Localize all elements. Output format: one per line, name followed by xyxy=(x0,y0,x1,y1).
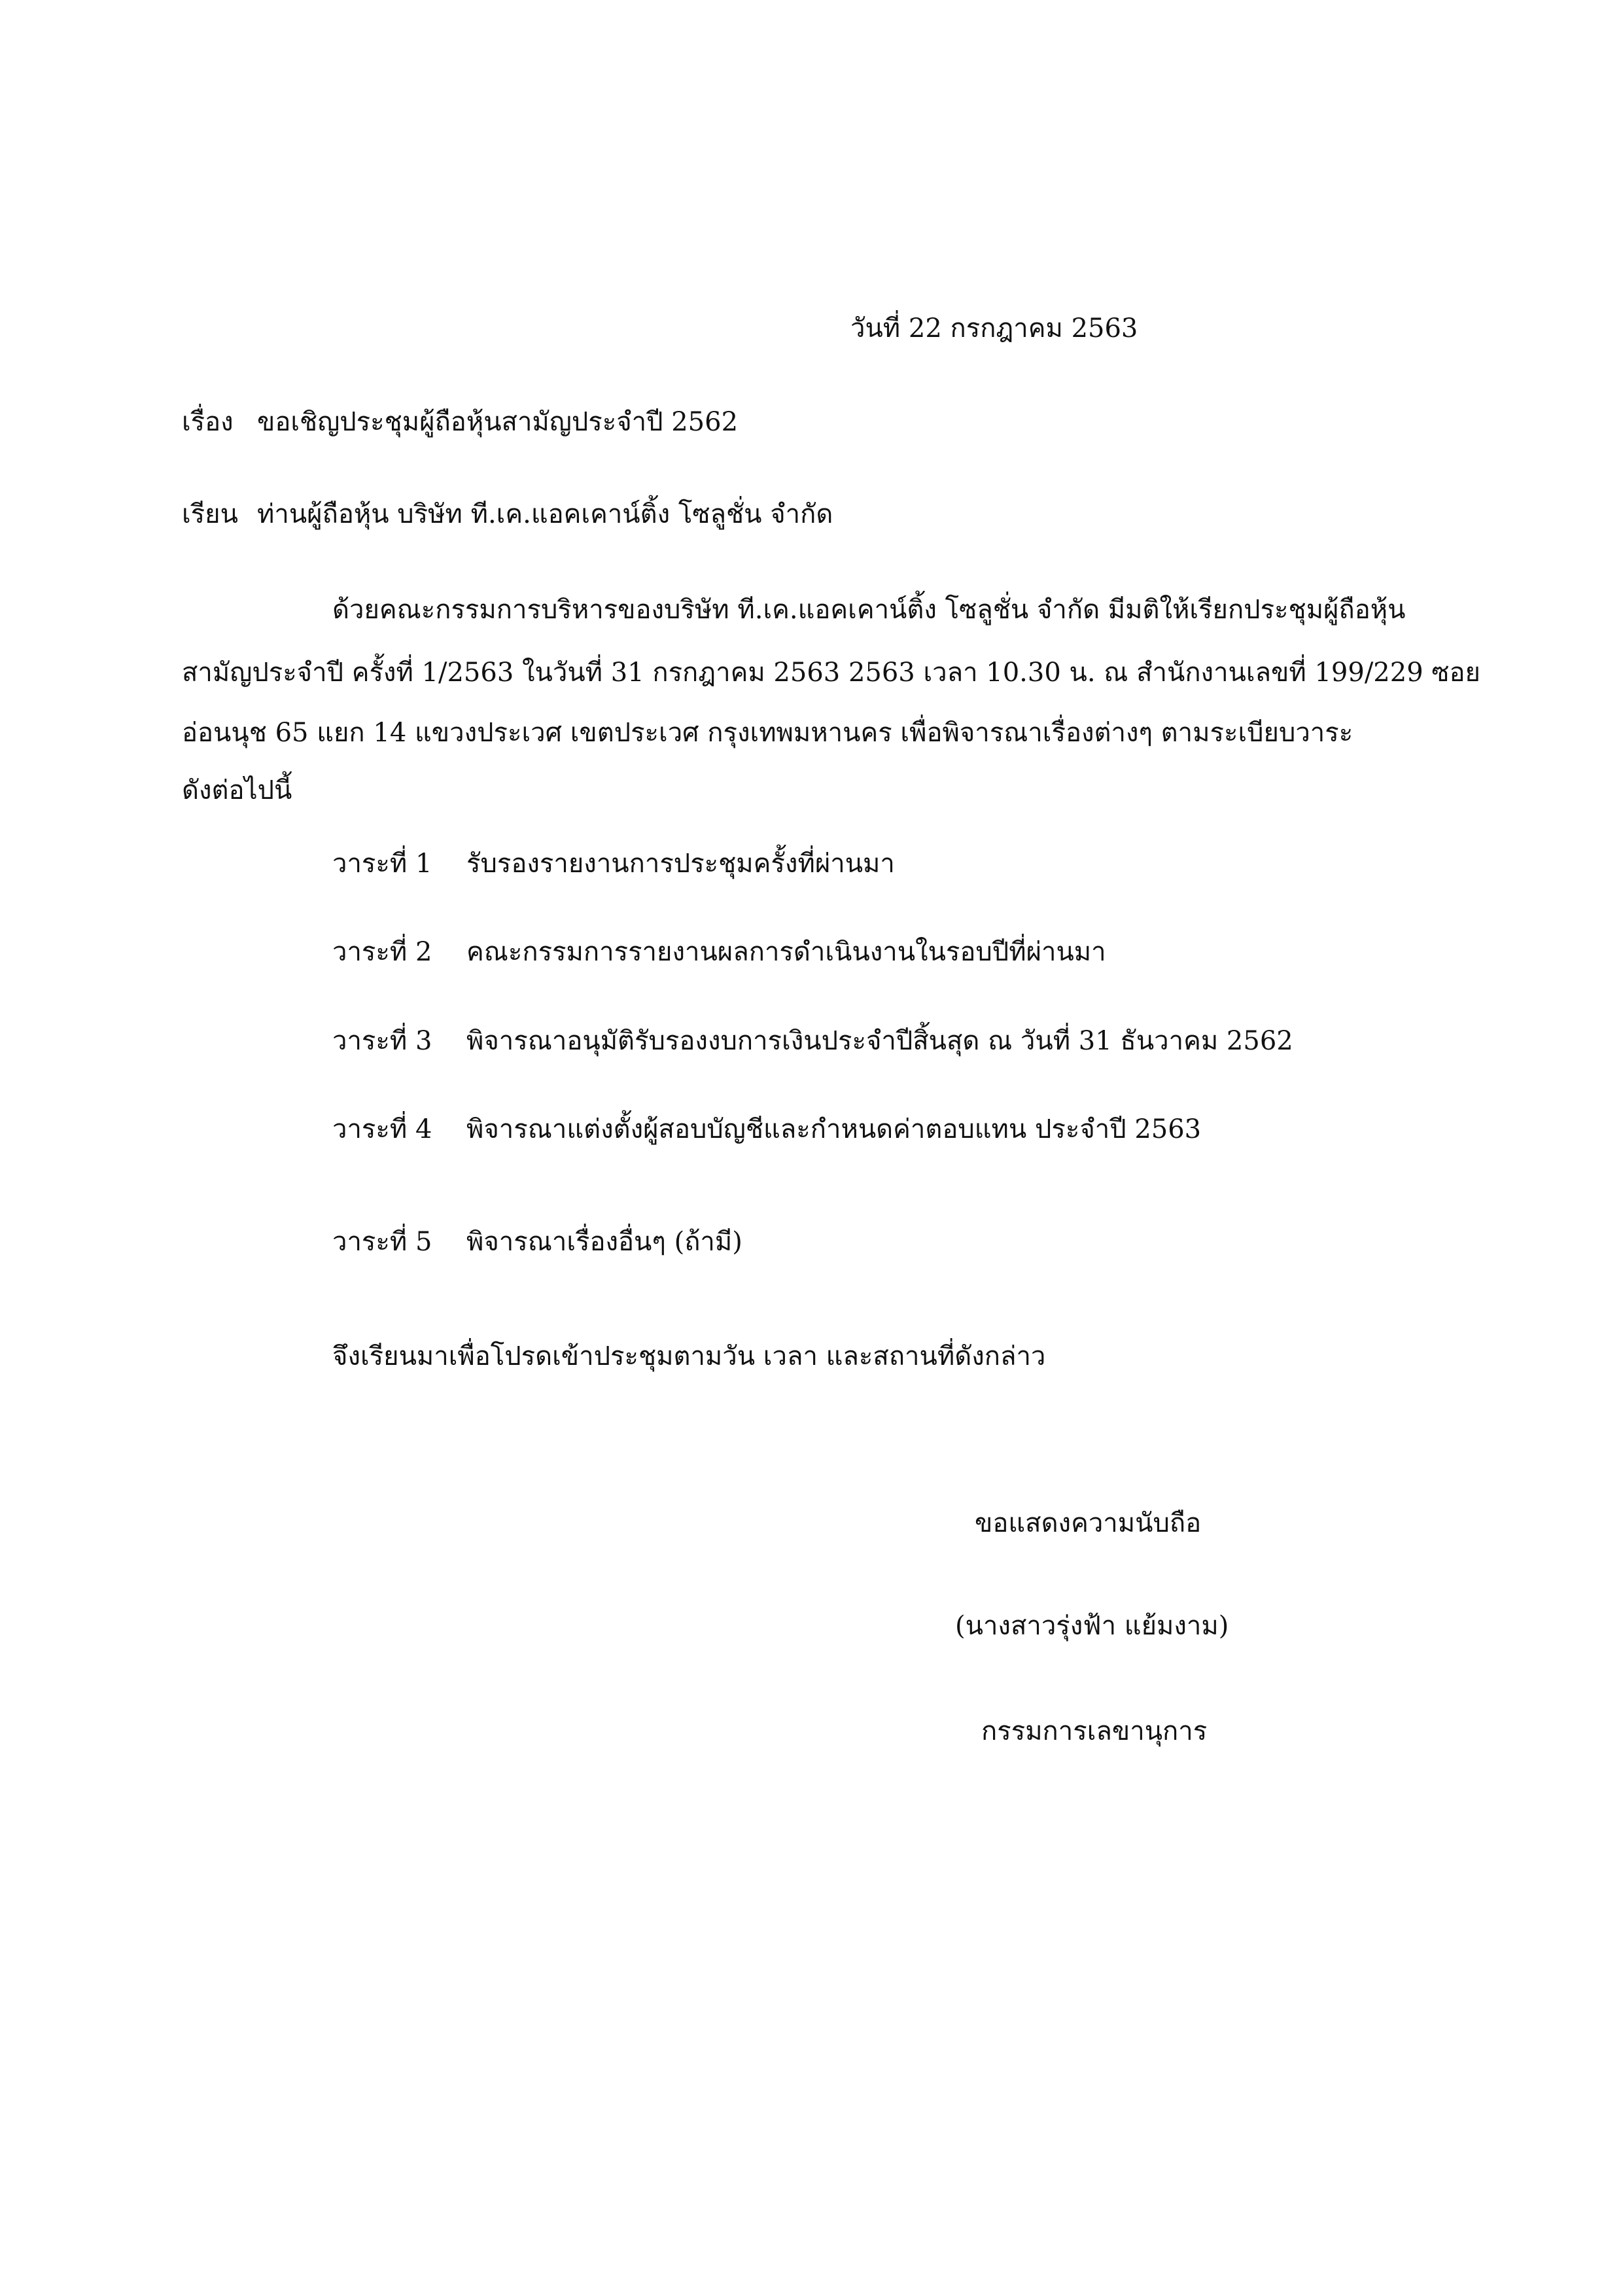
agenda-text: รับรองรายงานการประชุมครั้งที่ผ่านมา xyxy=(466,849,895,879)
agenda-text: พิจารณาแต่งตั้งผู้สอบบัญชีและกำหนดค่าตอบแทน ประจำปี 2563 xyxy=(466,1114,1202,1144)
agenda-item xyxy=(332,1028,1293,1054)
subject-text: ขอเชิญประชุมผู้ถือหุ้นสามัญประจำปี 2562 xyxy=(257,407,739,437)
agenda-number: วาระที่ 1 xyxy=(332,849,432,879)
agenda-number: วาระที่ 5 xyxy=(332,1227,432,1257)
agenda-item xyxy=(332,1229,742,1255)
salutation-label: เรียน xyxy=(182,499,238,529)
agenda-item xyxy=(332,939,1106,965)
agenda-text: คณะกรรมการรายงานผลการดำเนินงานในรอบปีที่ผ่านมา xyxy=(466,937,1106,967)
agenda-item xyxy=(332,851,895,877)
agenda-item xyxy=(332,1116,1201,1142)
body-line: ดังต่อไปนี้ xyxy=(182,775,292,805)
agenda-number: วาระที่ 3 xyxy=(332,1026,432,1056)
agenda-text: พิจารณาอนุมัติรับรองงบการเงินประจำปีสิ้นสุด ณ วันที่ 31 ธันวาคม 2562 xyxy=(466,1026,1293,1056)
closing-line: จึงเรียนมาเพื่อโปรดเข้าประชุมตามวัน เวลา และสถานที่ดังกล่าว xyxy=(332,1341,1046,1371)
subject-line xyxy=(182,409,738,435)
body-line: อ่อนนุช 65 แยก 14 แขวงประเวศ เขตประเวศ กรุงเทพมหานคร เพื่อพิจารณาเรื่องต่างๆ ตามระเบียบวาระ xyxy=(182,718,1353,748)
agenda-number: วาระที่ 2 xyxy=(332,937,432,967)
signature-position: กรรมการเลขานุการ xyxy=(981,1716,1208,1746)
letter-date: วันที่ 22 กรกฎาคม 2563 xyxy=(850,313,1138,344)
salutation-text: ท่านผู้ถือหุ้น บริษัท ที.เค.แอคเคาน์ติ้ง โซลูชั่น จำกัด xyxy=(257,499,833,529)
signature-name: (นางสาวรุ่งฟ้า แย้มงาม) xyxy=(955,1611,1229,1641)
body-line: ด้วยคณะกรรมการบริหารของบริษัท ที.เค.แอคเคาน์ติ้ง โซลูชั่น จำกัด มีมติให้เรียกประชุมผู้ถือหุ้น xyxy=(332,595,1406,625)
subject-label: เรื่อง xyxy=(182,407,234,437)
agenda-text: พิจารณาเรื่องอื่นๆ (ถ้ามี) xyxy=(466,1227,742,1257)
signature-regards: ขอแสดงความนับถือ xyxy=(975,1508,1202,1538)
agenda-number: วาระที่ 4 xyxy=(332,1114,432,1144)
salutation-line xyxy=(182,501,833,527)
body-line: สามัญประจำปี ครั้งที่ 1/2563 ในวันที่ 31 กรกฎาคม 2563 2563 เวลา 10.30 น. ณ สำนักงานเลขที่ 199/229 ซอย xyxy=(182,658,1480,688)
